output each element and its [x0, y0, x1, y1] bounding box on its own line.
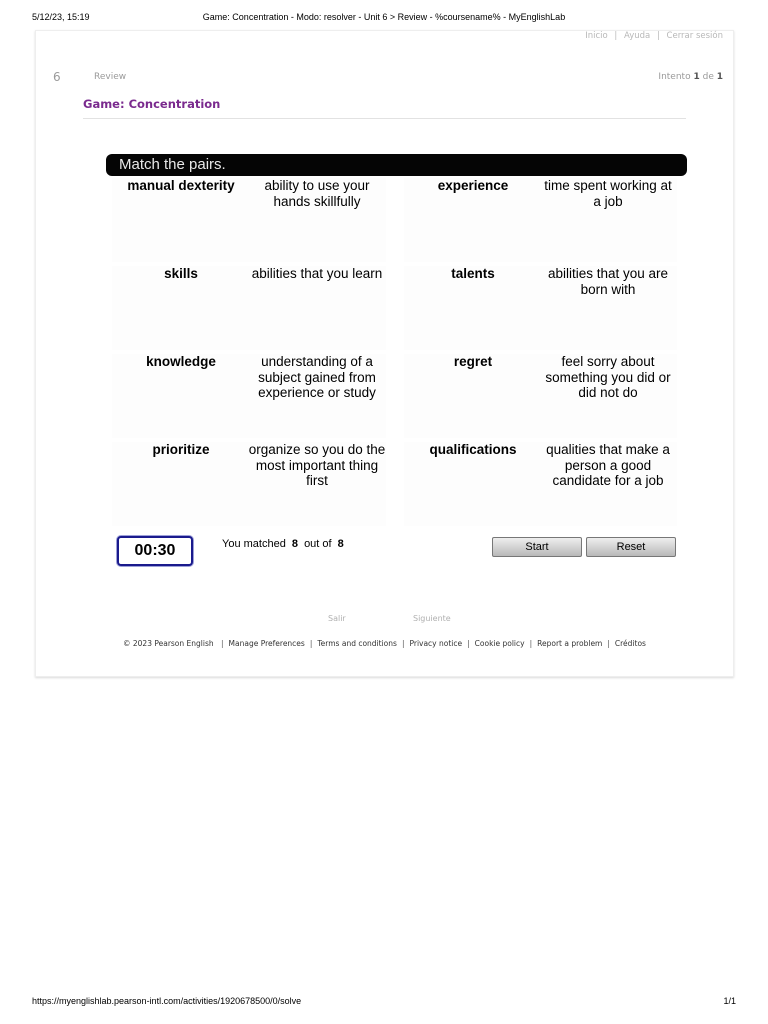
- title-divider: [83, 118, 686, 119]
- definition-card[interactable]: feel sorry about something you did or did not do: [539, 354, 677, 438]
- term-card[interactable]: regret: [404, 354, 542, 438]
- print-page-count: 1/1: [723, 996, 736, 1006]
- nav-separator: |: [656, 31, 660, 41]
- attempt-indicator: [658, 72, 723, 82]
- print-document-title: Game: Concentration - Modo: resolver - Unit 6 > Review - %coursename% - MyEnglishLab: [202, 12, 566, 22]
- legal-separator: |: [607, 639, 610, 648]
- attempt-total: 1: [716, 72, 723, 82]
- term-card[interactable]: prioritize: [112, 442, 250, 526]
- reset-button[interactable]: Reset: [586, 537, 676, 557]
- term-card[interactable]: talents: [404, 266, 542, 350]
- print-footer: [0, 996, 768, 1010]
- ayuda-link[interactable]: Ayuda: [624, 31, 651, 41]
- print-header: [0, 12, 768, 26]
- unit-name: Review: [94, 72, 127, 82]
- legal-link[interactable]: Report a problem: [537, 639, 603, 648]
- legal-link[interactable]: Privacy notice: [409, 639, 463, 648]
- definition-card[interactable]: time spent working at a job: [539, 178, 677, 262]
- match-status: [222, 538, 347, 550]
- definition-card[interactable]: ability to use your hands skillfully: [248, 178, 386, 262]
- cerrar-sesion-link[interactable]: Cerrar sesión: [666, 31, 723, 41]
- legal-separator: |: [529, 639, 533, 648]
- attempt-prefix: Intento: [658, 72, 691, 82]
- definition-card[interactable]: qualities that make a person a good candidate for a job: [539, 442, 677, 526]
- print-url: https://myenglishlab.pearson-intl.com/activities/1920678500/0/solve: [32, 996, 302, 1006]
- match-mid: out of: [304, 538, 332, 550]
- activity-title: Game: Concentration: [83, 97, 221, 111]
- top-nav: [585, 31, 723, 41]
- legal-separator: |: [467, 639, 470, 648]
- siguiente-link[interactable]: Siguiente: [413, 614, 451, 623]
- salir-link[interactable]: Salir: [328, 614, 346, 623]
- unit-number: 6: [53, 70, 61, 84]
- game-timer: 00:30: [117, 536, 193, 566]
- definition-card[interactable]: organize so you do the most important thing first: [248, 442, 386, 526]
- legal-separator: |: [309, 639, 313, 648]
- attempt-of: de: [702, 72, 714, 82]
- legal-link[interactable]: Créditos: [614, 639, 646, 648]
- game-instruction: Match the pairs.: [106, 154, 687, 176]
- legal-link[interactable]: Manage Preferences: [228, 639, 305, 648]
- legal-link[interactable]: Terms and conditions: [317, 639, 397, 648]
- legal-separator: |: [401, 639, 405, 648]
- legal-separator: |: [221, 639, 224, 648]
- term-card[interactable]: knowledge: [112, 354, 250, 438]
- definition-card[interactable]: abilities that you are born with: [539, 266, 677, 350]
- start-button[interactable]: Start: [492, 537, 582, 557]
- print-datetime: 5/12/23, 15:19: [32, 12, 90, 22]
- nav-separator: |: [614, 31, 618, 41]
- attempt-current: 1: [693, 72, 700, 82]
- term-card[interactable]: skills: [112, 266, 250, 350]
- definition-card[interactable]: abilities that you learn: [248, 266, 386, 350]
- term-card[interactable]: qualifications: [404, 442, 542, 526]
- page-frame: [35, 30, 734, 677]
- inicio-link[interactable]: Inicio: [585, 31, 608, 41]
- copyright: © 2023 Pearson English: [123, 639, 214, 648]
- matched-count: 8: [291, 538, 298, 550]
- term-card[interactable]: experience: [404, 178, 542, 262]
- legal-footer: [123, 639, 646, 648]
- definition-card[interactable]: understanding of a subject gained from experience or study: [248, 354, 386, 438]
- match-prefix: You matched: [222, 538, 286, 550]
- total-count: 8: [337, 538, 344, 550]
- term-card[interactable]: manual dexterity: [112, 178, 250, 262]
- legal-link[interactable]: Cookie policy: [474, 639, 525, 648]
